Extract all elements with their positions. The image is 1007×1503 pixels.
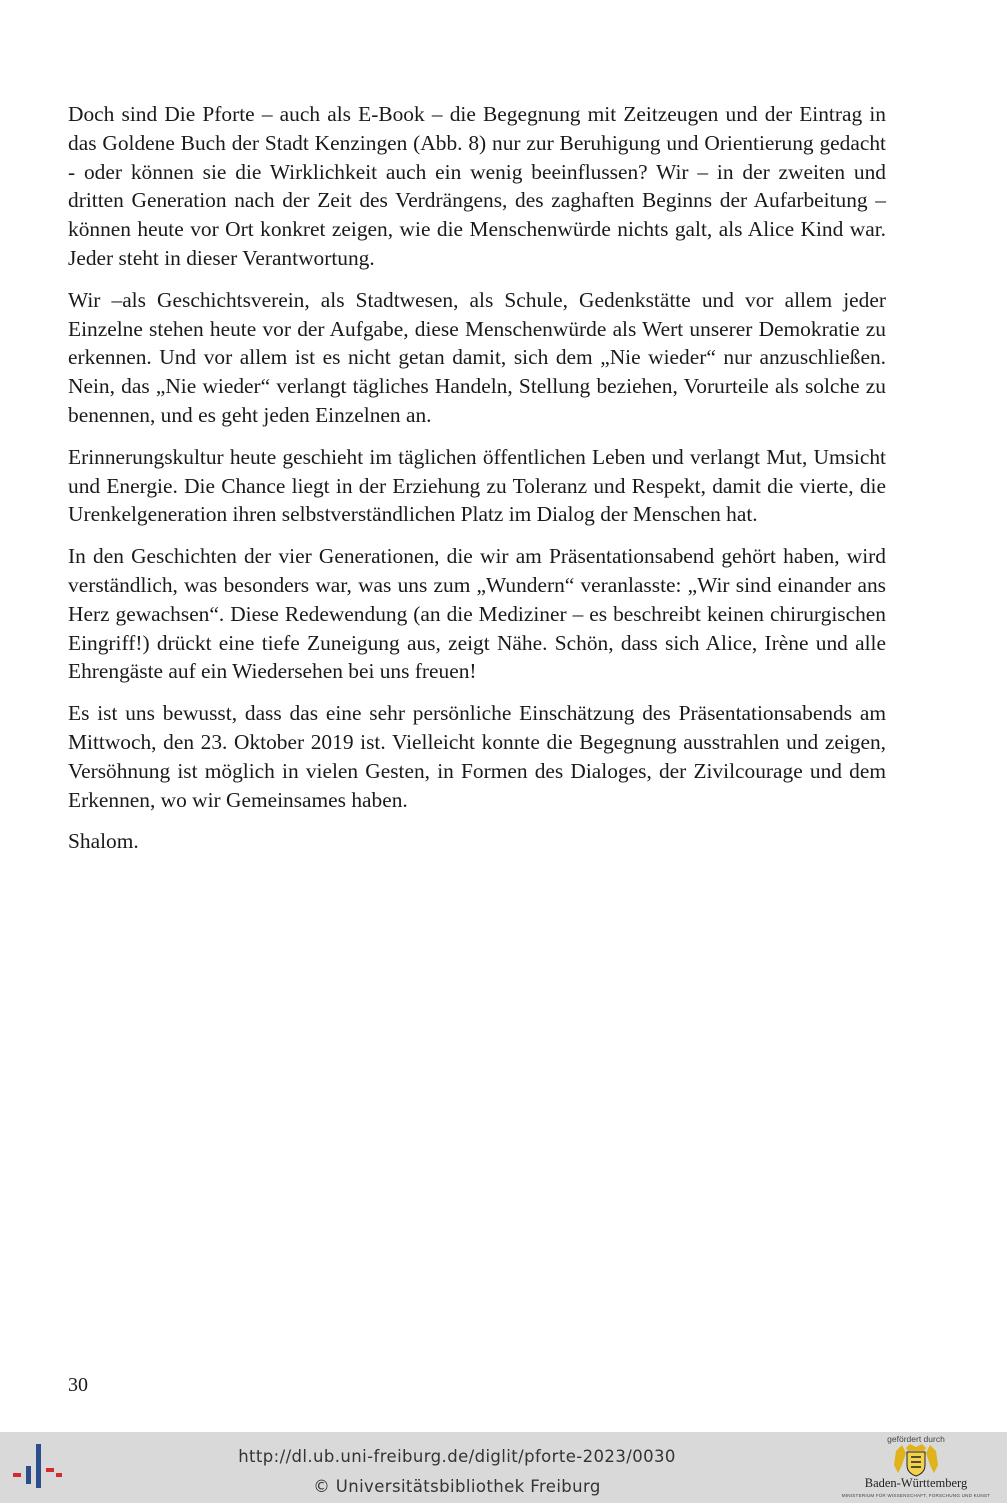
paragraph-4: In den Geschichten der vier Generationen, die wir am Präsentationsabend gehört haben, wird verständlich, was besonders war, was uns zum „Wundern“ veranlasste: „Wir sind einander ans Herz gewachsen“. Diese Redewendung (an die Mediziner – es beschreibt keinen chirurgischen Eingriff!) drückt eine tiefe Zuneigung aus, zeigt Nähe. Schön, dass sich Alice, Irène und alle Ehrengäste auf ein Wiedersehen bei uns freuen! bbox=[68, 544, 886, 684]
footer-bar bbox=[0, 1432, 1007, 1503]
footer-copyright: © Universitätsbibliothek Freiburg bbox=[313, 1477, 601, 1496]
paragraph-2: Wir –als Geschichtsverein, als Stadtwesen, als Schule, Gedenkstätte und vor allem jeder Einzelne stehen heute vor der Aufgabe, diese Menschenwürde als Wert unserer Demokratie zu erkennen. Und vor allem ist es nicht getan damit, sich dem „Nie wieder“ nur anzuschließen. Nein, das „Nie wieder“ verlangt tägliches Handeln, Stellung beziehen, Vorurteile als solche zu benennen, und es geht jeden Einzelnen an. bbox=[68, 287, 886, 427]
funded-by-label: gefördert durch bbox=[887, 1434, 945, 1444]
body-text bbox=[68, 100, 886, 869]
paragraph-5: Es ist uns bewusst, dass das eine sehr persönliche Einschätzung des Präsentationsabends am Mittwoch, den 23. Oktober 2019 ist. Vielleicht konnte die Begegnung ausstrahlen und zeigen, Versöhnung ist möglich in vielen Gesten, in Formen des Dialoges, der Zivilcourage und dem Erkennen, wo wir Gemeinsames haben. bbox=[68, 701, 886, 812]
ministry-name: MINISTERIUM FÜR WISSENSCHAFT, FORSCHUNG UND KUNST bbox=[841, 1493, 991, 1498]
page-number: 30 bbox=[68, 1374, 88, 1396]
paragraph-6: Shalom. bbox=[68, 829, 139, 854]
baden-wuerttemberg-crest-icon bbox=[890, 1443, 942, 1477]
paragraph-1: Doch sind Die Pforte – auch als E-Book – die Begegnung mit Zeitzeugen und der Eintrag in das Goldene Buch der Stadt Kenzingen (Abb. 8) nur zur Beruhigung und Orientierung gedacht - oder können sie die Wirklichkeit auch ein wenig beeinflussen? Wir – in der zweiten und dritten Generation nach der Zeit des Verdrängens, des zaghaften Beginns der Aufarbeitung – können heute vor Ort konkret zeigen, wie die Menschenwürde nichts galt, als Alice Kind war. Jeder steht in dieser Verantwortung. bbox=[68, 102, 886, 270]
paragraph-3: Erinnerungskultur heute geschieht im täglichen öffentlichen Leben und verlangt Mut, Umsicht und Energie. Die Chance liegt in der Erziehung zu Toleranz und Respekt, damit die vierte, die Urenkelgeneration ihren selbstverständlichen Platz im Dialog der Menschen hat. bbox=[68, 444, 886, 527]
footer-url-link[interactable]: http://dl.ub.uni-freiburg.de/diglit/pforte-2023/0030 bbox=[238, 1447, 676, 1466]
state-name: Baden-Württemberg bbox=[864, 1476, 968, 1490]
baden-wuerttemberg-logo bbox=[828, 1434, 1004, 1500]
